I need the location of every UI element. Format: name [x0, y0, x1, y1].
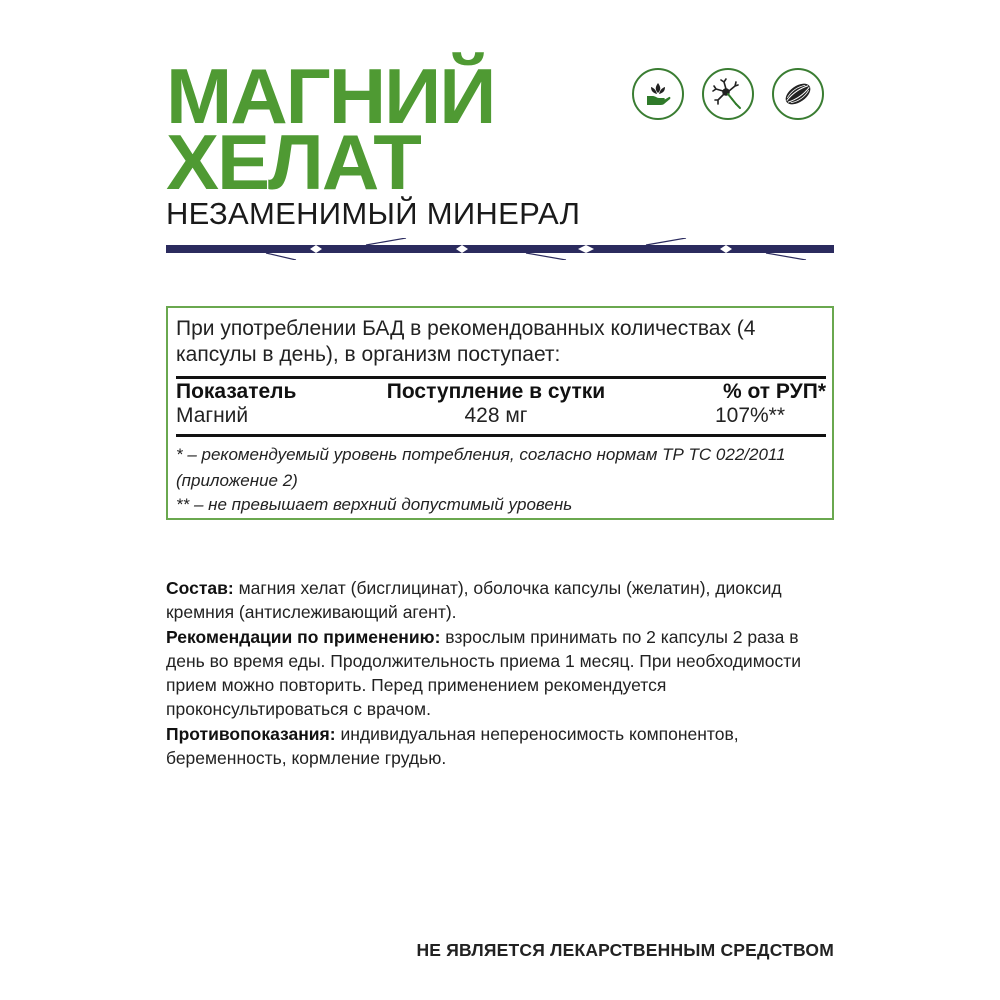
row-daily: 428 мг	[464, 404, 528, 427]
product-title-line2: ХЕЛАТ	[166, 118, 420, 206]
table-bottom-rule	[176, 434, 826, 437]
usage-text: взрослым принимать по 2 капсулы 2 раза в день во время еды. Продолжительность приема 1 месяц. При необходимости прием можно повторить. Перед применением рекомендуется проконсультироваться с врачом.	[166, 626, 802, 720]
muscle-fiber-icon	[772, 68, 824, 120]
hands-lotus-icon	[632, 68, 684, 120]
footnote-rup: * – рекомендуемый уровень потребления, согласно нормам ТР ТС 022/2011 (приложение 2)	[176, 445, 786, 490]
nutrition-info-box	[166, 306, 834, 520]
footnote-upper-limit: ** – не превышает верхний допустимый уровень	[176, 495, 573, 514]
col-percent-header: % от РУП*	[723, 380, 826, 403]
col-indicator-header: Показатель	[176, 380, 297, 403]
not-medicine-disclaimer: НЕ ЯВЛЯЕТСЯ ЛЕКАРСТВЕННЫМ СРЕДСТВОМ	[416, 940, 834, 960]
product-title-line1: МАГНИЙ	[166, 52, 495, 140]
neuron-icon	[702, 68, 754, 120]
decorative-divider	[166, 238, 834, 260]
feature-icons	[632, 68, 824, 120]
contraindications-paragraph	[166, 722, 834, 771]
product-description	[166, 576, 834, 770]
usage-label: Рекомендации по применению:	[166, 626, 441, 647]
contraindications-label: Противопоказания:	[166, 723, 336, 744]
col-daily-header: Поступление в сутки	[386, 380, 606, 403]
table-top-rule	[176, 376, 826, 379]
composition-text: магния хелат (бисглицинат), оболочка капсулы (желатин), диоксид кремния (антислеживающий агент).	[166, 578, 782, 623]
composition-label: Состав:	[166, 578, 234, 598]
composition-paragraph	[166, 576, 834, 625]
usage-paragraph	[166, 625, 834, 722]
contraindications-text: индивидуальная непереносимость компонентов, беременность, кормление грудью.	[166, 723, 739, 769]
product-subtitle: НЕЗАМЕНИМЫЙ МИНЕРАЛ	[166, 196, 581, 231]
row-percent: 107%**	[714, 404, 786, 427]
row-indicator: Магний	[176, 404, 249, 427]
info-intro: При употреблении БАД в рекомендованных количествах (4 капсулы в день), в организм поступает:	[176, 317, 756, 366]
